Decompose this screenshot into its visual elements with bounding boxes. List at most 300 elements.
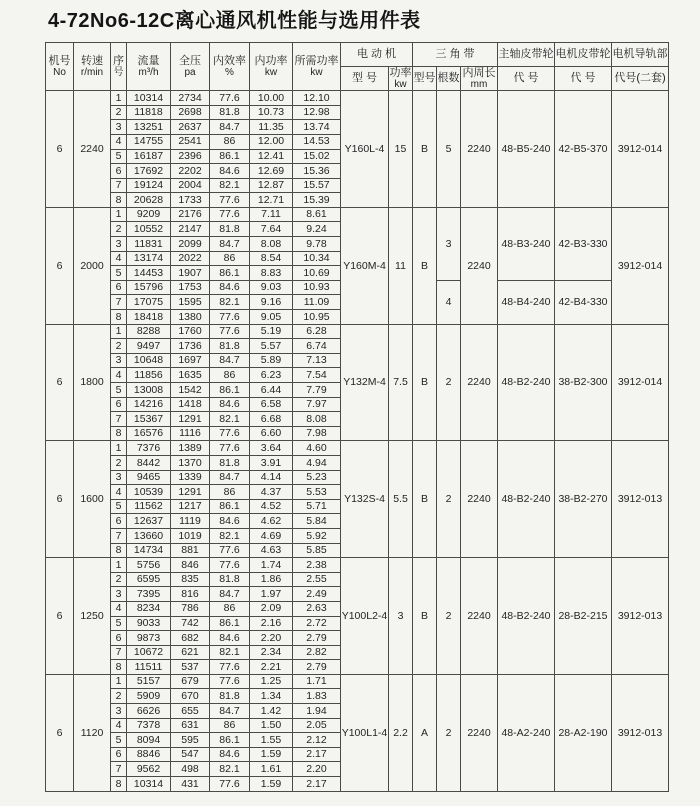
- cell-inner-efficiency: 86: [210, 134, 250, 149]
- cell-required-power: 11.09: [293, 295, 341, 310]
- cell-seq: 3: [111, 353, 127, 368]
- cell-belt-roots: 2: [437, 441, 461, 558]
- cell-total-pressure: 1635: [171, 368, 210, 383]
- cell-total-pressure: 1119: [171, 514, 210, 529]
- cell-total-pressure: 1753: [171, 280, 210, 295]
- cell-inner-efficiency: 77.6: [210, 324, 250, 339]
- cell-required-power: 9.78: [293, 237, 341, 252]
- table-row: [46, 558, 669, 573]
- cell-required-power: 1.94: [293, 704, 341, 719]
- cell-required-power: 5.23: [293, 470, 341, 485]
- cell-inner-power: 6.68: [250, 412, 293, 427]
- cell-inner-efficiency: 84.7: [210, 353, 250, 368]
- cell-total-pressure: 2541: [171, 134, 210, 149]
- cell-flow-rate: 15796: [127, 280, 171, 295]
- cell-inner-power: 12.69: [250, 164, 293, 179]
- cell-seq: 8: [111, 426, 127, 441]
- cell-total-pressure: 1907: [171, 266, 210, 281]
- cell-required-power: 8.08: [293, 412, 341, 427]
- cell-flow-rate: 18418: [127, 310, 171, 325]
- cell-machine-no: 6: [46, 674, 74, 791]
- cell-inner-efficiency: 82.1: [210, 528, 250, 543]
- cell-inner-power: 2.09: [250, 601, 293, 616]
- cell-inner-power: 7.64: [250, 222, 293, 237]
- cell-total-pressure: 2698: [171, 105, 210, 120]
- cell-main-pulley-code: 48-B4-240: [498, 280, 555, 324]
- cell-flow-rate: 10672: [127, 645, 171, 660]
- cell-flow-rate: 9465: [127, 470, 171, 485]
- cell-inner-efficiency: 81.8: [210, 455, 250, 470]
- cell-inner-efficiency: 86: [210, 718, 250, 733]
- cell-belt-roots: 4: [437, 280, 461, 324]
- cell-inner-power: 8.83: [250, 266, 293, 281]
- cell-total-pressure: 786: [171, 601, 210, 616]
- cell-inner-efficiency: 82.1: [210, 412, 250, 427]
- cell-inner-power: 1.59: [250, 747, 293, 762]
- cell-total-pressure: 816: [171, 587, 210, 602]
- cell-main-pulley-code: 48-B3-240: [498, 207, 555, 280]
- cell-flow-rate: 14755: [127, 134, 171, 149]
- cell-inner-power: 2.34: [250, 645, 293, 660]
- cell-inner-efficiency: 81.8: [210, 105, 250, 120]
- cell-seq: 6: [111, 164, 127, 179]
- cell-flow-rate: 9033: [127, 616, 171, 631]
- cell-flow-rate: 13174: [127, 251, 171, 266]
- cell-motor-pulley-code: 28-B2-215: [555, 558, 612, 675]
- cell-inner-efficiency: 86.1: [210, 616, 250, 631]
- cell-total-pressure: 655: [171, 704, 210, 719]
- header-inner-power: 内功率 kw: [250, 43, 293, 91]
- cell-flow-rate: 5756: [127, 558, 171, 573]
- cell-inner-efficiency: 77.6: [210, 310, 250, 325]
- table-row: [46, 441, 669, 456]
- cell-belt-model: B: [413, 558, 437, 675]
- cell-inner-efficiency: 84.6: [210, 280, 250, 295]
- cell-total-pressure: 1339: [171, 470, 210, 485]
- cell-seq: 5: [111, 499, 127, 514]
- cell-inner-power: 1.74: [250, 558, 293, 573]
- cell-required-power: 2.55: [293, 572, 341, 587]
- cell-flow-rate: 11562: [127, 499, 171, 514]
- cell-inner-power: 9.16: [250, 295, 293, 310]
- cell-inner-power: 10.00: [250, 91, 293, 106]
- cell-seq: 5: [111, 266, 127, 281]
- table-row: [46, 674, 669, 689]
- cell-inner-power: 6.58: [250, 397, 293, 412]
- cell-inner-power: 2.16: [250, 616, 293, 631]
- cell-inner-power: 6.60: [250, 426, 293, 441]
- cell-seq: 8: [111, 310, 127, 325]
- header-motor-model: 型 号: [341, 67, 389, 91]
- header-motor-power: 功率 kw: [389, 67, 412, 90]
- cell-flow-rate: 16187: [127, 149, 171, 164]
- cell-inner-power: 1.55: [250, 733, 293, 748]
- cell-flow-rate: 13660: [127, 528, 171, 543]
- cell-required-power: 7.97: [293, 397, 341, 412]
- cell-total-pressure: 682: [171, 631, 210, 646]
- cell-motor-pulley-code: 28-A2-190: [555, 674, 612, 791]
- cell-seq: 7: [111, 178, 127, 193]
- cell-belt-model: B: [413, 324, 437, 441]
- cell-rail-code: 3912-013: [612, 558, 669, 675]
- cell-inner-efficiency: 84.6: [210, 164, 250, 179]
- cell-inner-efficiency: 77.6: [210, 426, 250, 441]
- cell-flow-rate: 8234: [127, 601, 171, 616]
- cell-flow-rate: 11818: [127, 105, 171, 120]
- cell-flow-rate: 11856: [127, 368, 171, 383]
- cell-flow-rate: 8288: [127, 324, 171, 339]
- cell-inner-efficiency: 81.8: [210, 222, 250, 237]
- cell-seq: 5: [111, 383, 127, 398]
- cell-seq: 8: [111, 777, 127, 792]
- cell-required-power: 2.82: [293, 645, 341, 660]
- cell-total-pressure: 621: [171, 645, 210, 660]
- cell-required-power: 7.79: [293, 383, 341, 398]
- cell-total-pressure: 547: [171, 747, 210, 762]
- cell-total-pressure: 1733: [171, 193, 210, 208]
- cell-inner-efficiency: 86: [210, 485, 250, 500]
- cell-speed: 2240: [74, 91, 111, 208]
- cell-seq: 7: [111, 645, 127, 660]
- cell-total-pressure: 881: [171, 543, 210, 558]
- cell-inner-power: 1.86: [250, 572, 293, 587]
- cell-required-power: 5.92: [293, 528, 341, 543]
- cell-seq: 6: [111, 280, 127, 295]
- cell-inner-efficiency: 84.6: [210, 747, 250, 762]
- cell-seq: 3: [111, 587, 127, 602]
- cell-inner-efficiency: 77.6: [210, 777, 250, 792]
- cell-inner-efficiency: 84.7: [210, 704, 250, 719]
- cell-total-pressure: 498: [171, 762, 210, 777]
- cell-inner-efficiency: 84.7: [210, 470, 250, 485]
- cell-main-pulley-code: 48-A2-240: [498, 674, 555, 791]
- cell-inner-efficiency: 86: [210, 368, 250, 383]
- cell-motor-pulley-code: 42-B5-370: [555, 91, 612, 208]
- cell-inner-power: 1.34: [250, 689, 293, 704]
- cell-motor-power: 11: [389, 207, 413, 324]
- cell-seq: 4: [111, 368, 127, 383]
- cell-inner-efficiency: 77.6: [210, 660, 250, 675]
- cell-total-pressure: 1291: [171, 412, 210, 427]
- cell-machine-no: 6: [46, 207, 74, 324]
- cell-inner-power: 4.63: [250, 543, 293, 558]
- cell-main-pulley-code: 48-B2-240: [498, 558, 555, 675]
- cell-required-power: 15.57: [293, 178, 341, 193]
- cell-motor-pulley-code: 38-B2-300: [555, 324, 612, 441]
- cell-inner-power: 1.97: [250, 587, 293, 602]
- cell-flow-rate: 17075: [127, 295, 171, 310]
- cell-required-power: 2.17: [293, 777, 341, 792]
- cell-rail-code: 3912-013: [612, 441, 669, 558]
- cell-total-pressure: 1116: [171, 426, 210, 441]
- cell-flow-rate: 8094: [127, 733, 171, 748]
- cell-motor-power: 2.2: [389, 674, 413, 791]
- cell-inner-power: 12.41: [250, 149, 293, 164]
- cell-machine-no: 6: [46, 558, 74, 675]
- cell-inner-power: 4.62: [250, 514, 293, 529]
- cell-flow-rate: 10314: [127, 777, 171, 792]
- cell-motor-model: Y132S-4: [341, 441, 389, 558]
- cell-motor-pulley-code: 42-B3-330: [555, 207, 612, 280]
- header-flow-rate: 流量 m³/h: [127, 43, 171, 91]
- cell-inner-power: 8.08: [250, 237, 293, 252]
- cell-required-power: 2.38: [293, 558, 341, 573]
- cell-total-pressure: 431: [171, 777, 210, 792]
- cell-belt-inner-length: 2240: [461, 207, 498, 324]
- cell-seq: 3: [111, 120, 127, 135]
- cell-inner-efficiency: 84.7: [210, 120, 250, 135]
- cell-seq: 6: [111, 397, 127, 412]
- cell-total-pressure: 2176: [171, 207, 210, 222]
- cell-belt-inner-length: 2240: [461, 558, 498, 675]
- cell-motor-pulley-code: 42-B4-330: [555, 280, 612, 324]
- cell-required-power: 5.85: [293, 543, 341, 558]
- cell-flow-rate: 10314: [127, 91, 171, 106]
- header-seq: 序 号: [111, 43, 127, 91]
- cell-speed: 1250: [74, 558, 111, 675]
- cell-machine-no: 6: [46, 91, 74, 208]
- cell-total-pressure: 2202: [171, 164, 210, 179]
- header-main-pulley-code: 代 号: [498, 67, 555, 91]
- cell-inner-power: 9.05: [250, 310, 293, 325]
- cell-flow-rate: 14453: [127, 266, 171, 281]
- table-row: [46, 207, 669, 222]
- cell-required-power: 5.71: [293, 499, 341, 514]
- cell-inner-power: 1.50: [250, 718, 293, 733]
- cell-speed: 1120: [74, 674, 111, 791]
- cell-flow-rate: 10648: [127, 353, 171, 368]
- cell-motor-power: 15: [389, 91, 413, 208]
- cell-required-power: 2.20: [293, 762, 341, 777]
- cell-seq: 1: [111, 207, 127, 222]
- cell-inner-power: 7.11: [250, 207, 293, 222]
- cell-seq: 6: [111, 747, 127, 762]
- cell-belt-roots: 2: [437, 324, 461, 441]
- cell-flow-rate: 11831: [127, 237, 171, 252]
- cell-seq: 3: [111, 237, 127, 252]
- cell-required-power: 15.36: [293, 164, 341, 179]
- cell-total-pressure: 2022: [171, 251, 210, 266]
- cell-total-pressure: 1370: [171, 455, 210, 470]
- cell-required-power: 13.74: [293, 120, 341, 135]
- cell-inner-efficiency: 77.6: [210, 674, 250, 689]
- cell-inner-efficiency: 86: [210, 601, 250, 616]
- cell-seq: 4: [111, 134, 127, 149]
- cell-required-power: 6.74: [293, 339, 341, 354]
- cell-flow-rate: 10539: [127, 485, 171, 500]
- cell-inner-efficiency: 82.1: [210, 295, 250, 310]
- cell-required-power: 7.13: [293, 353, 341, 368]
- cell-total-pressure: 679: [171, 674, 210, 689]
- cell-flow-rate: 13251: [127, 120, 171, 135]
- cell-seq: 7: [111, 295, 127, 310]
- cell-total-pressure: 2637: [171, 120, 210, 135]
- cell-inner-power: 2.21: [250, 660, 293, 675]
- cell-inner-efficiency: 81.8: [210, 339, 250, 354]
- cell-seq: 2: [111, 105, 127, 120]
- cell-seq: 2: [111, 689, 127, 704]
- cell-total-pressure: 835: [171, 572, 210, 587]
- cell-total-pressure: 631: [171, 718, 210, 733]
- header-belt-roots: 根数: [437, 67, 461, 91]
- cell-inner-power: 3.91: [250, 455, 293, 470]
- cell-seq: 1: [111, 441, 127, 456]
- cell-motor-model: Y100L1-4: [341, 674, 389, 791]
- cell-total-pressure: 1736: [171, 339, 210, 354]
- cell-flow-rate: 10552: [127, 222, 171, 237]
- cell-seq: 7: [111, 528, 127, 543]
- cell-total-pressure: 1418: [171, 397, 210, 412]
- cell-seq: 4: [111, 601, 127, 616]
- cell-motor-power: 3: [389, 558, 413, 675]
- cell-inner-efficiency: 81.8: [210, 689, 250, 704]
- cell-required-power: 15.02: [293, 149, 341, 164]
- cell-total-pressure: 2734: [171, 91, 210, 106]
- cell-total-pressure: 2004: [171, 178, 210, 193]
- cell-inner-efficiency: 84.6: [210, 397, 250, 412]
- table-row: [46, 91, 669, 106]
- cell-required-power: 1.71: [293, 674, 341, 689]
- cell-flow-rate: 8442: [127, 455, 171, 470]
- cell-inner-power: 10.73: [250, 105, 293, 120]
- cell-flow-rate: 9497: [127, 339, 171, 354]
- cell-belt-inner-length: 2240: [461, 674, 498, 791]
- page-title: 4-72No6-12C离心通风机性能与选用件表: [48, 10, 421, 32]
- cell-inner-efficiency: 86.1: [210, 383, 250, 398]
- cell-inner-efficiency: 77.6: [210, 441, 250, 456]
- cell-required-power: 2.49: [293, 587, 341, 602]
- cell-total-pressure: 2099: [171, 237, 210, 252]
- cell-inner-efficiency: 86.1: [210, 149, 250, 164]
- cell-inner-power: 5.19: [250, 324, 293, 339]
- cell-inner-efficiency: 86.1: [210, 499, 250, 514]
- cell-required-power: 2.17: [293, 747, 341, 762]
- cell-inner-efficiency: 86.1: [210, 733, 250, 748]
- cell-inner-efficiency: 77.6: [210, 207, 250, 222]
- cell-seq: 3: [111, 470, 127, 485]
- cell-required-power: 14.53: [293, 134, 341, 149]
- header-inner-efficiency: 内效率 %: [210, 43, 250, 91]
- fan-performance-table: [45, 42, 669, 792]
- cell-inner-power: 1.59: [250, 777, 293, 792]
- cell-inner-power: 5.57: [250, 339, 293, 354]
- cell-required-power: 7.54: [293, 368, 341, 383]
- cell-seq: 5: [111, 733, 127, 748]
- cell-required-power: 10.69: [293, 266, 341, 281]
- cell-required-power: 2.05: [293, 718, 341, 733]
- cell-speed: 1600: [74, 441, 111, 558]
- cell-required-power: 10.95: [293, 310, 341, 325]
- cell-inner-power: 8.54: [250, 251, 293, 266]
- cell-seq: 8: [111, 193, 127, 208]
- cell-motor-power: 7.5: [389, 324, 413, 441]
- header-rail-group: 电机导轨部: [612, 43, 669, 67]
- cell-seq: 2: [111, 455, 127, 470]
- cell-total-pressure: 1595: [171, 295, 210, 310]
- cell-flow-rate: 8846: [127, 747, 171, 762]
- cell-total-pressure: 670: [171, 689, 210, 704]
- table-body: [46, 91, 669, 792]
- header-belt-length: 内周长 mm: [462, 67, 496, 90]
- cell-flow-rate: 16576: [127, 426, 171, 441]
- cell-belt-model: B: [413, 91, 437, 208]
- cell-inner-power: 4.69: [250, 528, 293, 543]
- cell-flow-rate: 9562: [127, 762, 171, 777]
- cell-flow-rate: 14216: [127, 397, 171, 412]
- cell-seq: 8: [111, 660, 127, 675]
- cell-required-power: 6.28: [293, 324, 341, 339]
- cell-seq: 1: [111, 324, 127, 339]
- cell-speed: 2000: [74, 207, 111, 324]
- cell-belt-model: B: [413, 207, 437, 324]
- cell-flow-rate: 15367: [127, 412, 171, 427]
- cell-seq: 7: [111, 762, 127, 777]
- cell-rail-code: 3912-014: [612, 207, 669, 324]
- cell-flow-rate: 7378: [127, 718, 171, 733]
- cell-required-power: 7.98: [293, 426, 341, 441]
- cell-seq: 6: [111, 631, 127, 646]
- cell-inner-efficiency: 86.1: [210, 266, 250, 281]
- cell-inner-power: 6.44: [250, 383, 293, 398]
- cell-seq: 4: [111, 718, 127, 733]
- cell-total-pressure: 1697: [171, 353, 210, 368]
- cell-total-pressure: 1389: [171, 441, 210, 456]
- cell-seq: 4: [111, 485, 127, 500]
- cell-main-pulley-code: 48-B2-240: [498, 324, 555, 441]
- cell-inner-power: 12.71: [250, 193, 293, 208]
- cell-inner-power: 12.87: [250, 178, 293, 193]
- cell-machine-no: 6: [46, 441, 74, 558]
- cell-inner-power: 1.42: [250, 704, 293, 719]
- cell-required-power: 2.12: [293, 733, 341, 748]
- cell-flow-rate: 6626: [127, 704, 171, 719]
- cell-belt-roots: 3: [437, 207, 461, 280]
- cell-inner-efficiency: 82.1: [210, 762, 250, 777]
- cell-belt-roots: 5: [437, 91, 461, 208]
- header-motor-group: 电 动 机: [341, 43, 413, 67]
- header-main-pulley-group: 主轴皮带轮: [498, 43, 555, 67]
- cell-total-pressure: 2147: [171, 222, 210, 237]
- cell-total-pressure: 1019: [171, 528, 210, 543]
- cell-flow-rate: 13008: [127, 383, 171, 398]
- cell-rail-code: 3912-013: [612, 674, 669, 791]
- cell-required-power: 9.24: [293, 222, 341, 237]
- cell-flow-rate: 17692: [127, 164, 171, 179]
- cell-flow-rate: 9873: [127, 631, 171, 646]
- cell-required-power: 1.83: [293, 689, 341, 704]
- cell-belt-inner-length: 2240: [461, 91, 498, 208]
- cell-belt-inner-length: 2240: [461, 441, 498, 558]
- cell-motor-model: Y160M-4: [341, 207, 389, 324]
- cell-seq: 2: [111, 222, 127, 237]
- header-rail-code: 代号(二套): [612, 67, 669, 91]
- cell-seq: 2: [111, 339, 127, 354]
- cell-inner-power: 1.61: [250, 762, 293, 777]
- cell-flow-rate: 6595: [127, 572, 171, 587]
- cell-seq: 2: [111, 572, 127, 587]
- cell-flow-rate: 20628: [127, 193, 171, 208]
- cell-speed: 1800: [74, 324, 111, 441]
- cell-motor-pulley-code: 38-B2-270: [555, 441, 612, 558]
- cell-seq: 1: [111, 674, 127, 689]
- cell-required-power: 10.34: [293, 251, 341, 266]
- cell-inner-power: 3.64: [250, 441, 293, 456]
- cell-inner-power: 4.37: [250, 485, 293, 500]
- cell-required-power: 12.10: [293, 91, 341, 106]
- cell-seq: 4: [111, 251, 127, 266]
- cell-inner-efficiency: 77.6: [210, 543, 250, 558]
- cell-flow-rate: 7376: [127, 441, 171, 456]
